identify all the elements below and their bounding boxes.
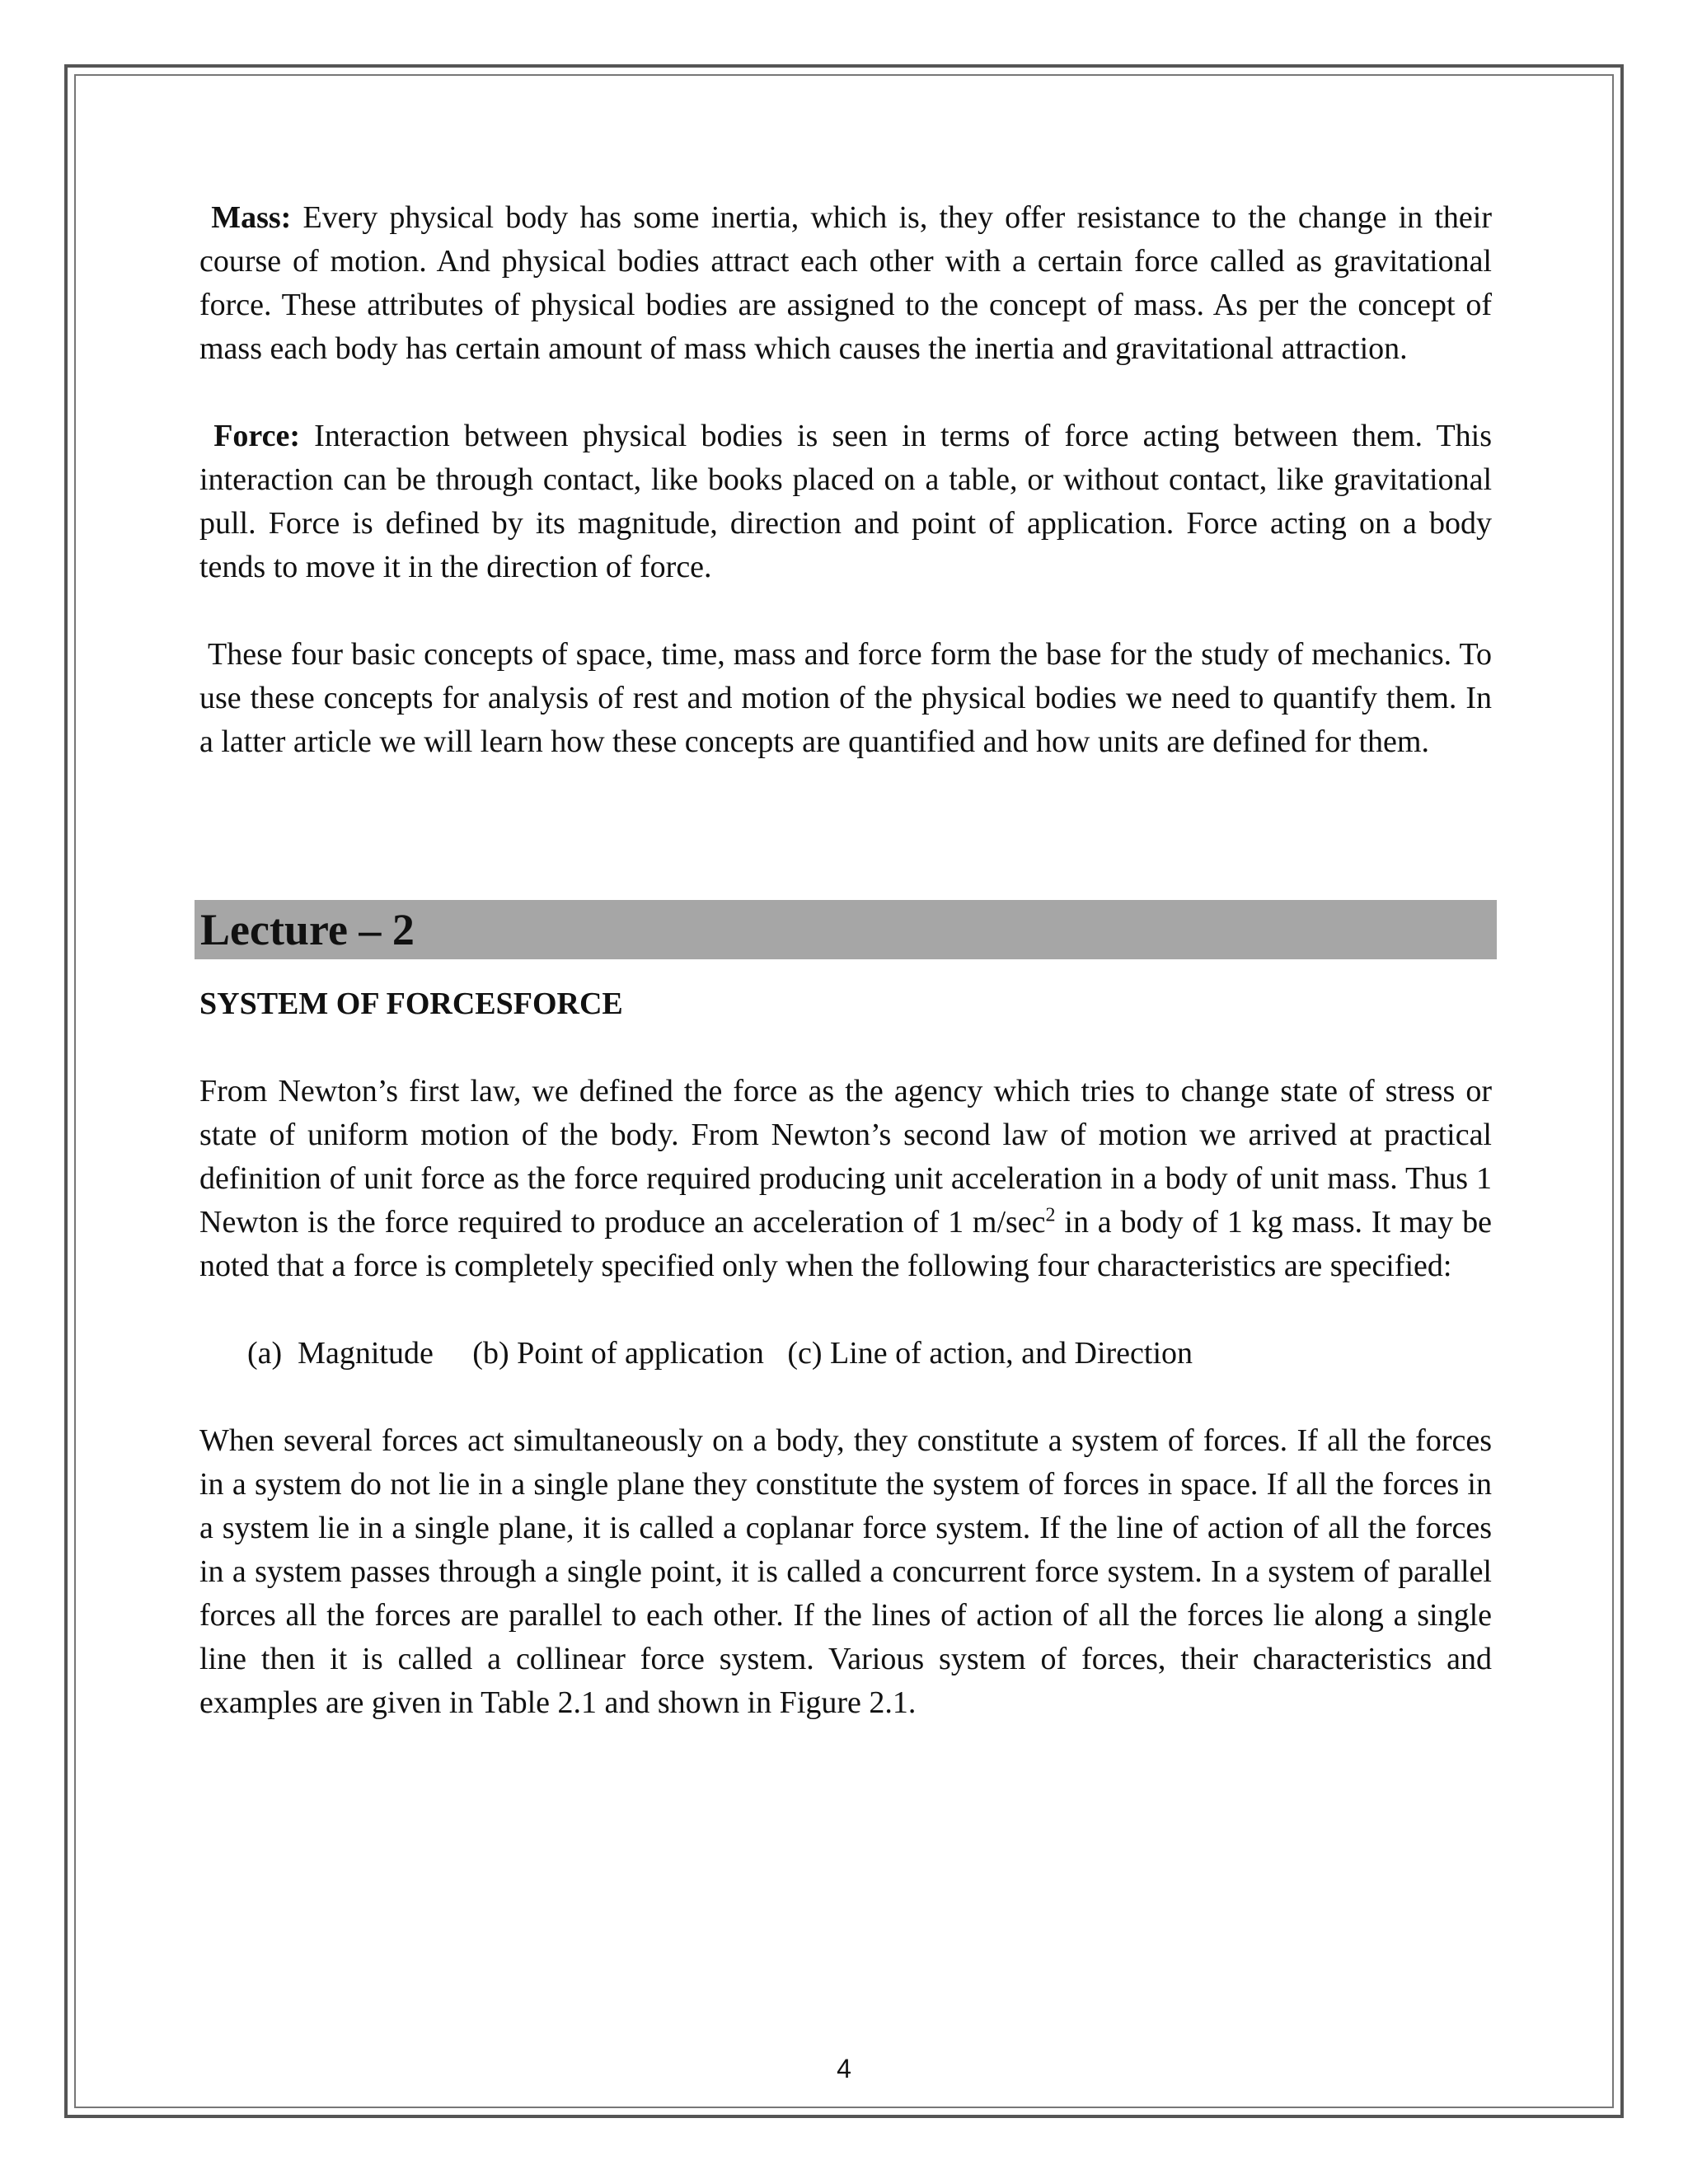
- mass-label: Mass:: [211, 200, 292, 235]
- force-paragraph: [199, 415, 1492, 589]
- force-text: Interaction between physical bodies is seen in terms of force acting between them. This interaction can be through contact, like books placed on a table, or without contact, like gravitational pull. Force is defined by its magnitude, direction and point of application. Force acting on a body tends to move it in the direction of force.: [199, 419, 1493, 584]
- page-number: 4: [837, 2054, 851, 2083]
- force-label: Force:: [213, 419, 300, 453]
- newton-text-after-sup: in a body of 1 kg mass. It may be noted that a force is completely specified only when the following four characteristics are specified:: [199, 1205, 1492, 1283]
- systems-paragraph: When several forces act simultaneously on a body, they constitute a system of forces. If all the forces in a system do not lie in a single plane they constitute the system of forces in space. If all the forces in a system lie in a single plane, it is called a coplanar force system. If the line of action of all the forces in a system passes through a single point, it is called a concurrent force system. In a system of parallel forces all the forces are parallel to each other. If the lines of action of all the forces lie along a single line then it is called a collinear force system. Various system of forces, their characteristics and examples are given in Table 2.1 and shown in Figure 2.1.: [199, 1423, 1492, 1720]
- lecture-title: Lecture – 2: [200, 905, 415, 954]
- newton-paragraph: [199, 1070, 1492, 1288]
- newton-superscript: 2: [1045, 1204, 1056, 1226]
- intro-section: [199, 196, 1492, 764]
- newton-text-before-sup: From Newton’s first law, we defined the force as the agency which tries to change state of stress or state of uniform motion of the body. From Newton’s second law of motion we arrived at practical definition of unit force as the force required producing unit acceleration in a body of unit mass. Thus 1 Newton is the force required to produce an acceleration of 1 m/sec: [199, 1074, 1492, 1240]
- mass-text: Every physical body has some inertia, which is, they offer resistance to the change in their course of motion. And physical bodies attract each other with a certain force called as gravitational force. These attributes of physical bodies are assigned to the concept of mass. As per the concept of mass each body has certain amount of mass which causes the inertia and gravitational attraction.: [199, 200, 1493, 366]
- concepts-text: These four basic concepts of space, time, mass and force form the base for the study of mechanics. To use these concepts for analysis of rest and motion of the physical bodies we need to quantify them. In a latter article we will learn how these concepts are quantified and how units are defined for them.: [199, 637, 1492, 759]
- concepts-paragraph: [199, 633, 1492, 764]
- characteristics-list: (a) Magnitude (b) Point of application (c) Line of action, and Direction: [247, 1336, 1193, 1371]
- mass-paragraph: [199, 196, 1492, 371]
- force-system-section: [199, 1070, 1492, 1725]
- section-heading: SYSTEM OF FORCESFORCE: [199, 987, 623, 1021]
